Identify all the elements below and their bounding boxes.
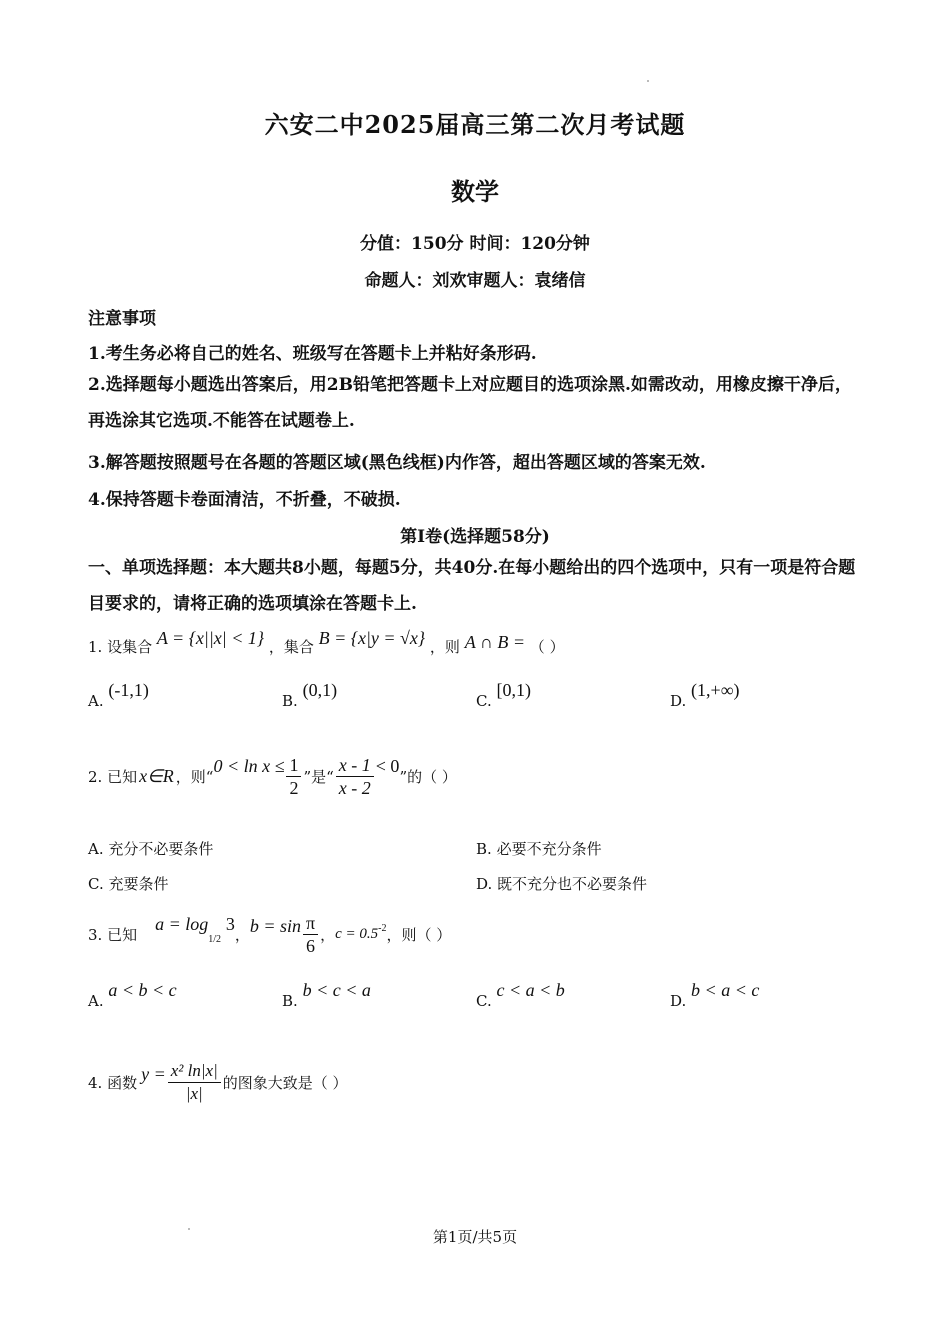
q3-option-a[interactable] — [88, 980, 177, 1011]
fraction-numerator: 1 — [286, 754, 301, 777]
option-letter: C. — [88, 875, 104, 893]
q1-option-d[interactable] — [670, 680, 740, 711]
q1-option-c[interactable] — [476, 680, 531, 711]
q2-cond: x∈R — [139, 765, 174, 786]
fraction-denominator: |x| — [185, 1083, 203, 1103]
score-time: 分值：150分 时间：120分钟 — [360, 234, 590, 254]
scan-dot — [188, 1228, 190, 1230]
option-value: (-1,1) — [108, 680, 149, 700]
q2-option-c[interactable] — [88, 873, 169, 894]
q3-a-expression — [155, 913, 235, 945]
q1-blank: （ ） — [529, 638, 565, 656]
q3-b-expr: b = sin — [249, 915, 301, 936]
q2-prefix: 2. 已知 — [88, 767, 138, 786]
option-value: (0,1) — [302, 680, 338, 700]
fraction-numerator: x² ln|x| — [168, 1060, 221, 1083]
q3-c-expr: c = 0.5 — [335, 925, 379, 942]
q2-ineq-right: < 0 — [375, 755, 400, 776]
q1-suffix: ，则 — [429, 638, 460, 656]
option-value: b < a < c — [691, 980, 760, 1000]
q1-set-b: B = {x|y = √x} — [318, 628, 426, 648]
option-value: 既不充分也不必要条件 — [497, 875, 648, 893]
option-value: [0,1) — [496, 680, 531, 700]
q1-option-b[interactable] — [282, 680, 338, 711]
option-letter: A. — [88, 840, 104, 858]
option-value: b < c < a — [302, 980, 371, 1000]
fraction-denominator: x - 2 — [338, 777, 371, 798]
fraction-numerator: π — [303, 912, 318, 935]
q3-option-b[interactable] — [282, 980, 371, 1011]
option-letter: A. — [88, 692, 104, 710]
q2-mid1: ，则“ — [175, 767, 214, 786]
option-letter: B. — [476, 840, 492, 858]
page-number: 第1页/共5页 — [432, 1228, 518, 1246]
notice-item-4: 4.保持答题卡卷面清洁，不折叠，不破损. — [88, 490, 401, 510]
question-3 — [88, 908, 451, 960]
option-letter: D. — [670, 992, 687, 1010]
q2-half-fraction — [286, 754, 301, 799]
q1-mid: ，集合 — [268, 638, 314, 656]
question-4 — [88, 1052, 348, 1112]
q4-suffix: 的图象大致是（ ） — [222, 1073, 348, 1092]
q2-ineq-left: 0 < ln x ≤ — [213, 755, 285, 776]
option-letter: D. — [670, 692, 687, 710]
section-instructions: 一、单项选择题：本大题共8小题，每题5分，共40分.在每小题给出的四个选项中，只有一项是符合题目要求的，请将正确的选项填涂在答题卡上. — [88, 558, 856, 614]
option-value: a < b < c — [108, 980, 177, 1000]
fraction-denominator: 2 — [289, 777, 299, 798]
q3-option-d[interactable] — [670, 980, 760, 1011]
q1-set-a: A = {x||x| < 1} — [156, 628, 265, 648]
part-title: 第Ⅰ卷(选择题58分) — [400, 527, 550, 547]
q4-fraction — [168, 1060, 221, 1105]
q2-mid2: ”是“ — [303, 767, 334, 786]
q3-a-base: 1/2 — [208, 933, 222, 945]
option-value: 充要条件 — [108, 875, 169, 893]
notice-item-3: 3.解答题按照题号在各题的答题区域(黑色线框)内作答，超出答题区域的答案无效. — [88, 453, 706, 473]
option-value: 必要不充分条件 — [496, 840, 602, 858]
q3-comma-2: ， — [320, 925, 336, 944]
q1-option-a[interactable] — [88, 680, 149, 711]
notice-item-2: 2.选择题每小题选出答案后，用2B铅笔把答题卡上对应题目的选项涂黑.如需改动，用橡皮擦干净后，再选涂其它选项.不能答在试题卷上. — [88, 375, 852, 431]
q2-option-d[interactable] — [476, 873, 647, 894]
q1-prefix: 1. 设集合 — [88, 638, 153, 656]
q1-expr: A ∩ B = — [464, 632, 526, 652]
fraction-numerator: x - 1 — [336, 754, 374, 777]
exam-subject: 数学 — [451, 177, 499, 206]
q2-suffix: ”的（ ） — [399, 767, 457, 786]
q3-prefix: 3. 已知 — [88, 925, 138, 944]
scan-dot — [647, 80, 649, 82]
authors: 命题人：刘欢审题人：袁绪信 — [364, 271, 586, 291]
fraction-denominator: 6 — [306, 935, 316, 956]
q4-prefix: 4. 函数 — [88, 1073, 138, 1092]
notice-item-1: 1.考生务必将自己的姓名、班级写在答题卡上并粘好条形码. — [88, 344, 537, 364]
q4-y-expr: y = — [141, 1063, 166, 1084]
option-value: c < a < b — [496, 980, 565, 1000]
option-letter: B. — [282, 992, 298, 1010]
q2-option-a[interactable] — [88, 838, 213, 859]
q3-suffix: ，则（ ） — [386, 925, 452, 944]
q2-option-b[interactable] — [476, 838, 602, 859]
option-letter: B. — [282, 692, 298, 710]
q3-a-log: a = log — [155, 913, 209, 934]
option-letter: A. — [88, 992, 104, 1010]
question-1 — [88, 628, 565, 657]
option-value: 充分不必要条件 — [108, 840, 214, 858]
q3-a-arg: 3 — [225, 913, 235, 934]
exam-title: 六安二中2025届高三第二次月考试题 — [264, 110, 686, 139]
q3-b-fraction — [303, 912, 318, 957]
option-letter: C. — [476, 692, 492, 710]
option-letter: D. — [476, 875, 493, 893]
option-value: (1,+∞) — [691, 680, 740, 700]
question-2 — [88, 750, 457, 802]
q2-fraction — [336, 754, 374, 799]
q3-option-c[interactable] — [476, 980, 565, 1011]
q3-comma-1: ， — [234, 925, 250, 944]
option-letter: C. — [476, 992, 492, 1010]
notice-heading: 注意事项 — [88, 309, 156, 329]
q3-c-exponent: -2 — [378, 922, 387, 934]
